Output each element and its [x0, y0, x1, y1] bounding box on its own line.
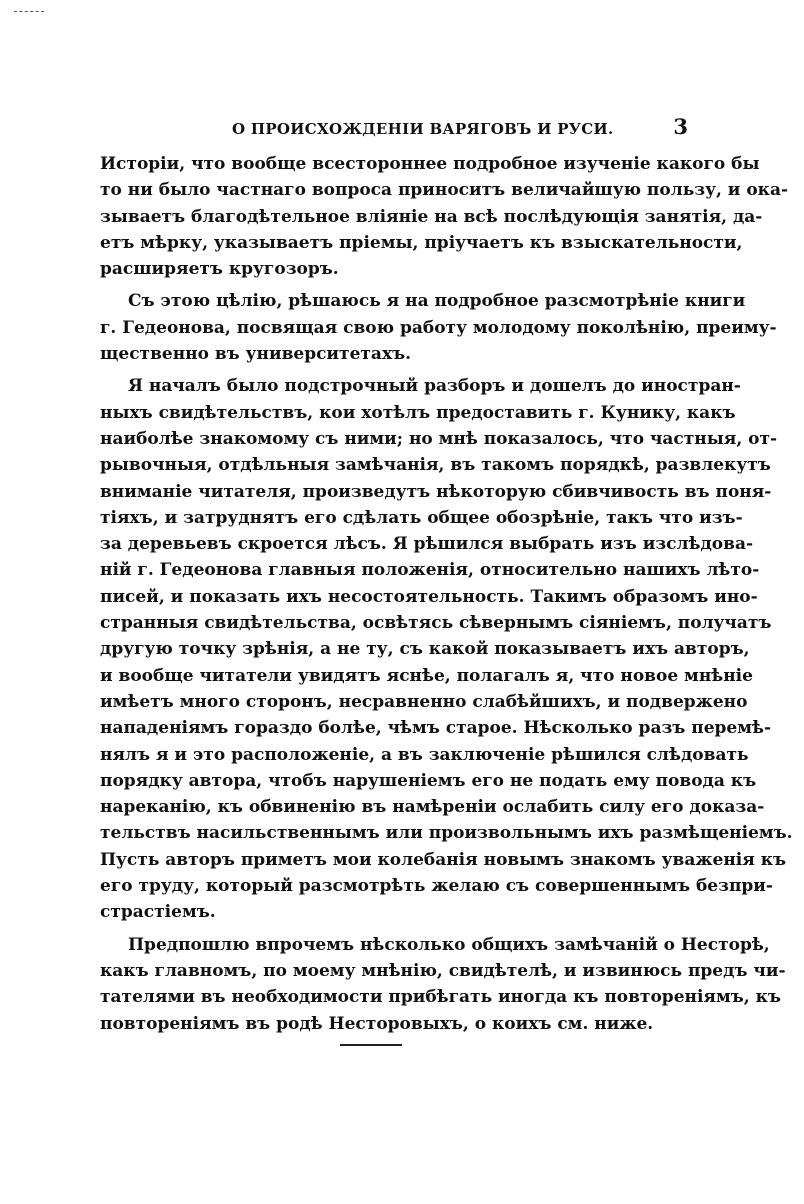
text-line: за деревьевъ скроется лѣсъ. Я рѣшился выбрать изъ изслѣдова-: [100, 534, 754, 555]
text-line: порядку автора, чтобъ нарушеніемъ его не подать ему повода къ: [100, 770, 757, 791]
text-line: Съ этою цѣлію, рѣшаюсь я на подробное разсмотрѣніе книги: [128, 291, 746, 312]
text-line: Предпошлю впрочемъ нѣсколько общихъ замѣчаній о Несторѣ,: [128, 934, 770, 955]
page-number: 3: [673, 114, 688, 139]
text-line: тіяхъ, и затруднятъ его сдѣлать общее обозрѣніе, такъ что изъ-: [100, 507, 743, 528]
paragraph: [100, 373, 793, 925]
text-line: ныхъ свидѣтельствъ, кои хотѣлъ предоставить г. Кунику, какъ: [100, 402, 736, 423]
text-line: имѣетъ много сторонъ, несравненно слабѣйшихъ, и подвержено: [100, 691, 748, 712]
text-line: рывочныя, отдѣльныя замѣчанія, въ такомъ порядкѣ, развлекутъ: [100, 455, 771, 476]
text-line: Я началъ было подстрочный разборъ и дошелъ до иностран-: [128, 376, 741, 397]
text-line: Пусть авторъ приметъ мои колебанія новымъ знакомъ уваженія къ: [100, 849, 787, 870]
text-line: странныя свидѣтельства, освѣтясь сѣвернымъ сіяніемъ, получатъ: [100, 613, 772, 634]
text-line: то ни было частнаго вопроса приноситъ величайшую пользу, и ока-: [100, 180, 789, 201]
text-line: наиболѣе знакомому съ ними; но мнѣ показалось, что частныя, от-: [100, 428, 778, 449]
text-line: расширяетъ кругозоръ.: [100, 259, 339, 280]
paragraph: [100, 288, 777, 367]
text-line: вниманіе читателя, произведутъ нѣкоторую сбивчивость въ поня-: [100, 481, 772, 502]
text-line: страстіемъ.: [100, 902, 216, 923]
text-line: нареканію, къ обвиненію въ намѣреніи ослабить силу его доказа-: [100, 797, 765, 818]
text-line: повтореніямъ въ родѣ Несторовыхъ, о коихъ см. ниже.: [100, 1013, 654, 1034]
text-line: Исторіи, что вообще всестороннее подробное изученіе какого бы: [100, 154, 760, 174]
text-line: тельствъ насильственнымъ или произвольнымъ ихъ размѣщеніемъ.: [100, 823, 793, 844]
text-line: зываетъ благодѣтельное вліяніе на всѣ послѣдующія занятія, да-: [100, 206, 763, 227]
text-line: нялъ я и это расположеніе, а въ заключеніе рѣшился слѣдовать: [100, 744, 749, 765]
page-header: [100, 116, 688, 142]
text-line: какъ главномъ, по моему мнѣнію, свидѣтелѣ, и извинюсь предъ чи-: [100, 960, 786, 981]
paragraph: [100, 932, 786, 1037]
running-title: О ПРОИСХОЖДЕНІИ ВАРЯГОВЪ И РУСИ.: [232, 120, 614, 138]
text-line: писей, и показать ихъ несостоятельность. Такимъ образомъ ино-: [100, 586, 758, 607]
text-line: щественно въ университетахъ.: [100, 344, 412, 365]
text-line: нападеніямъ гораздо болѣе, чѣмъ старое. Нѣсколько разъ перемѣ-: [100, 718, 772, 739]
section-end-rule: [340, 1044, 402, 1046]
text-line: етъ мѣрку, указываетъ пріемы, пріучаетъ къ взыскательности,: [100, 232, 743, 253]
scan-corner-mark: [14, 11, 44, 13]
text-line: г. Гедеонова, посвящая свою работу молодому поколѣнію, преиму-: [100, 317, 777, 338]
text-line: и вообще читатели увидятъ яснѣе, полагалъ я, что новое мнѣніе: [100, 665, 753, 686]
text-line: ній г. Гедеонова главныя положенія, относительно нашихъ лѣто-: [100, 560, 760, 581]
paragraph: [100, 151, 789, 282]
text-line: другую точку зрѣнія, а не ту, съ какой показываетъ ихъ авторъ,: [100, 639, 750, 660]
text-line: тателями въ необходимости прибѣгать иногда къ повтореніямъ, къ: [100, 987, 781, 1008]
text-line: его труду, который разсмотрѣть желаю съ совершеннымъ безпри-: [100, 876, 773, 897]
body-text: [100, 151, 793, 1043]
